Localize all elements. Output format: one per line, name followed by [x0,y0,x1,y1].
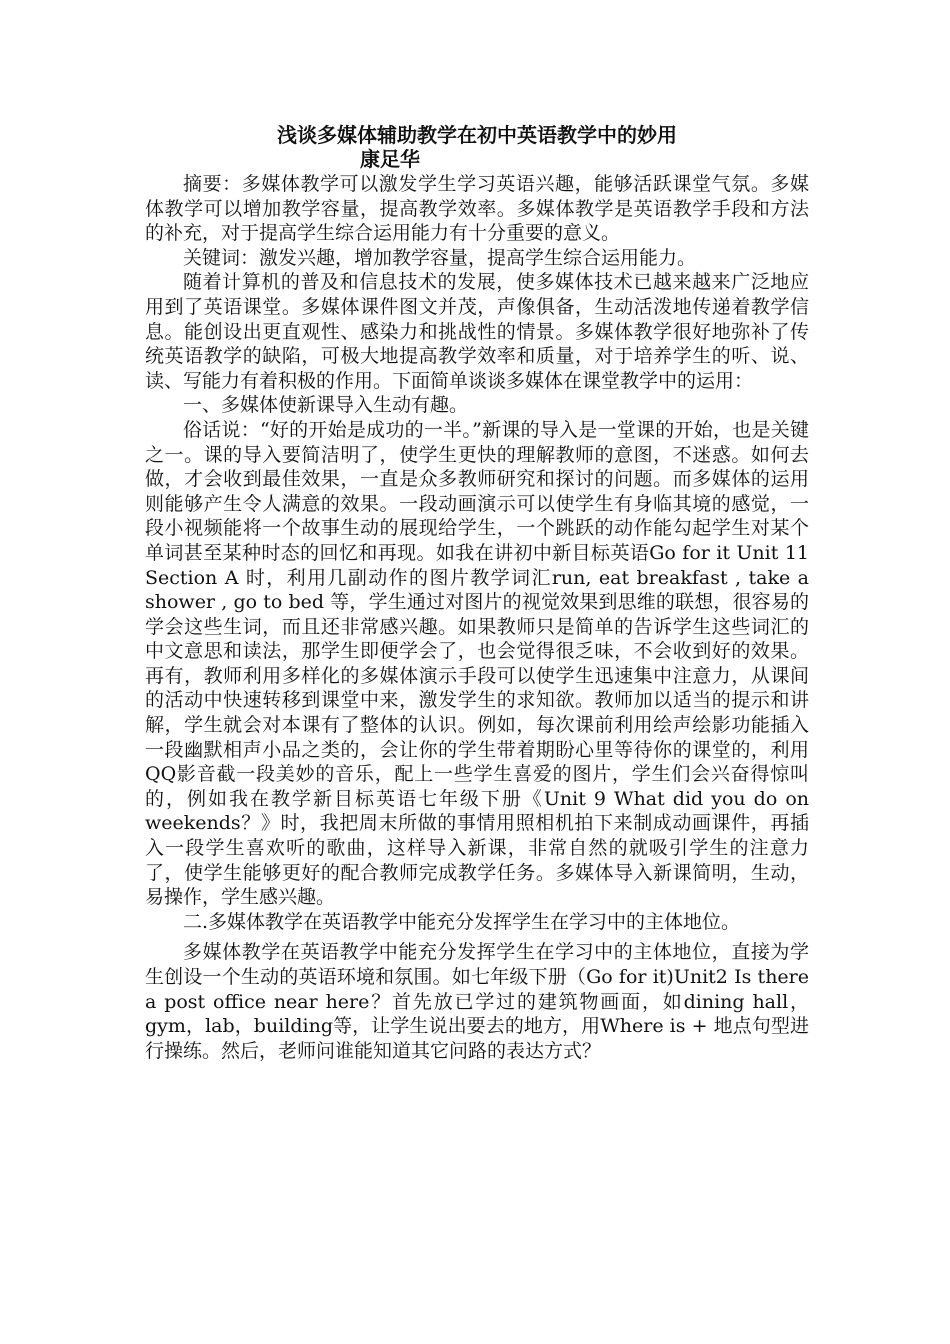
intro-paragraph: 随着计算机的普及和信息技术的发展，使多媒体技术已越来越来广泛地应用到了英语课堂。多媒体课件图文并茂，声像俱备，生动活泼地传递着教学信息。能创设出更直观性、感染力和挑战性的情景。多媒体教学很好地弥补了传统英语教学的缺陷，可极大地提高教学效率和质量，对于培养学生的听、说、读、写能力有着积极的作用。下面简单谈谈多媒体在课堂教学中的运用： [145,271,809,392]
body-paragraph: 多媒体教学在英语教学中能充分发挥学生在学习中的主体地位，直接为学生创设一个生动的英语环境和氛围。如七年级下册（Go for it)Unit2 Is there a post office near here？首先放已学过的建筑物画面，如dining hall，gym，lab，building等，让学生说出要去的地方，用Where is + 地点句型进行操练。然后，老师问谁能知道其它问路的表达方式？ [145,941,809,1062]
document-title: 浅谈多媒体辅助教学在初中英语教学中的妙用 [277,123,677,147]
section-heading-1: 一、多媒体使新课导入生动有趣。 [183,394,469,417]
keywords-paragraph: 关键词：激发兴趣，增加教学容量，提高学生综合运用能力。 [183,246,697,269]
document-author: 康足华 [360,147,420,171]
body-paragraph: 俗话说：“好的开始是成功的一半。”新课的导入是一堂课的开始，也是关键之一。课的导入要简洁明了，使学生更快的理解教师的意图，不迷惑。如何去做，才会收到最佳效果，一直是众多教师研究和探讨的问题。而多媒体的运用则能够产生令人满意的效果。一段动画演示可以使学生有身临其境的感觉，一段小视频能将一个故事生动的展现给学生，一个跳跃的动作能勾起学生对某个单词甚至某种时态的回忆和再现。如我在讲初中新目标英语Go for it Unit 11 Section A 时，利用几副动作的图片教学词汇run, eat breakfast , take a shower , go to bed 等，学生通过对图片的视觉效果到思维的联想，很容易的学会这些生词，而且还非常感兴趣。如果教师只是简单的告诉学生这些词汇的中文意思和读法，那学生即便学会了，也会觉得很乏味，不会收到好的效果。再有，教师利用多样化的多媒体演示手段可以使学生迅速集中注意力，从课间的活动中快速转移到课堂中来，激发学生的求知欲。教师加以适当的提示和讲解，学生就会对本课有了整体的认识。例如，每次课前利用绘声绘影功能插入一段幽默相声小品之类的，会让你的学生带着期盼心里等待你的课堂的，利用QQ影音截一段美妙的音乐，配上一些学生喜爱的图片，学生们会兴奋得惊叫的，例如我在教学新目标英语七年级下册《Unit 9 What did you do on weekends？》时，我把周末所做的事情用照相机拍下来制成动画课件，再插入一段学生喜欢听的歌曲，这样导入新课，非常自然的就吸引学生的注意力了，使学生能够更好的配合教师完成教学任务。多媒体导入新课简明，生动，易操作，学生感兴趣。 [145,418,809,909]
section-heading-2: 二.多媒体教学在英语教学中能充分发挥学生在学习中的主体地位。 [183,910,741,933]
document-page [145,122,809,1063]
abstract-paragraph: 摘要：多媒体教学可以激发学生学习英语兴趣，能够活跃课堂气氛。多媒体教学可以增加教学容量，提高教学效率。多媒体教学是英语教学手段和方法的补充，对于提高学生综合运用能力有十分重要的意义。 [145,173,809,245]
